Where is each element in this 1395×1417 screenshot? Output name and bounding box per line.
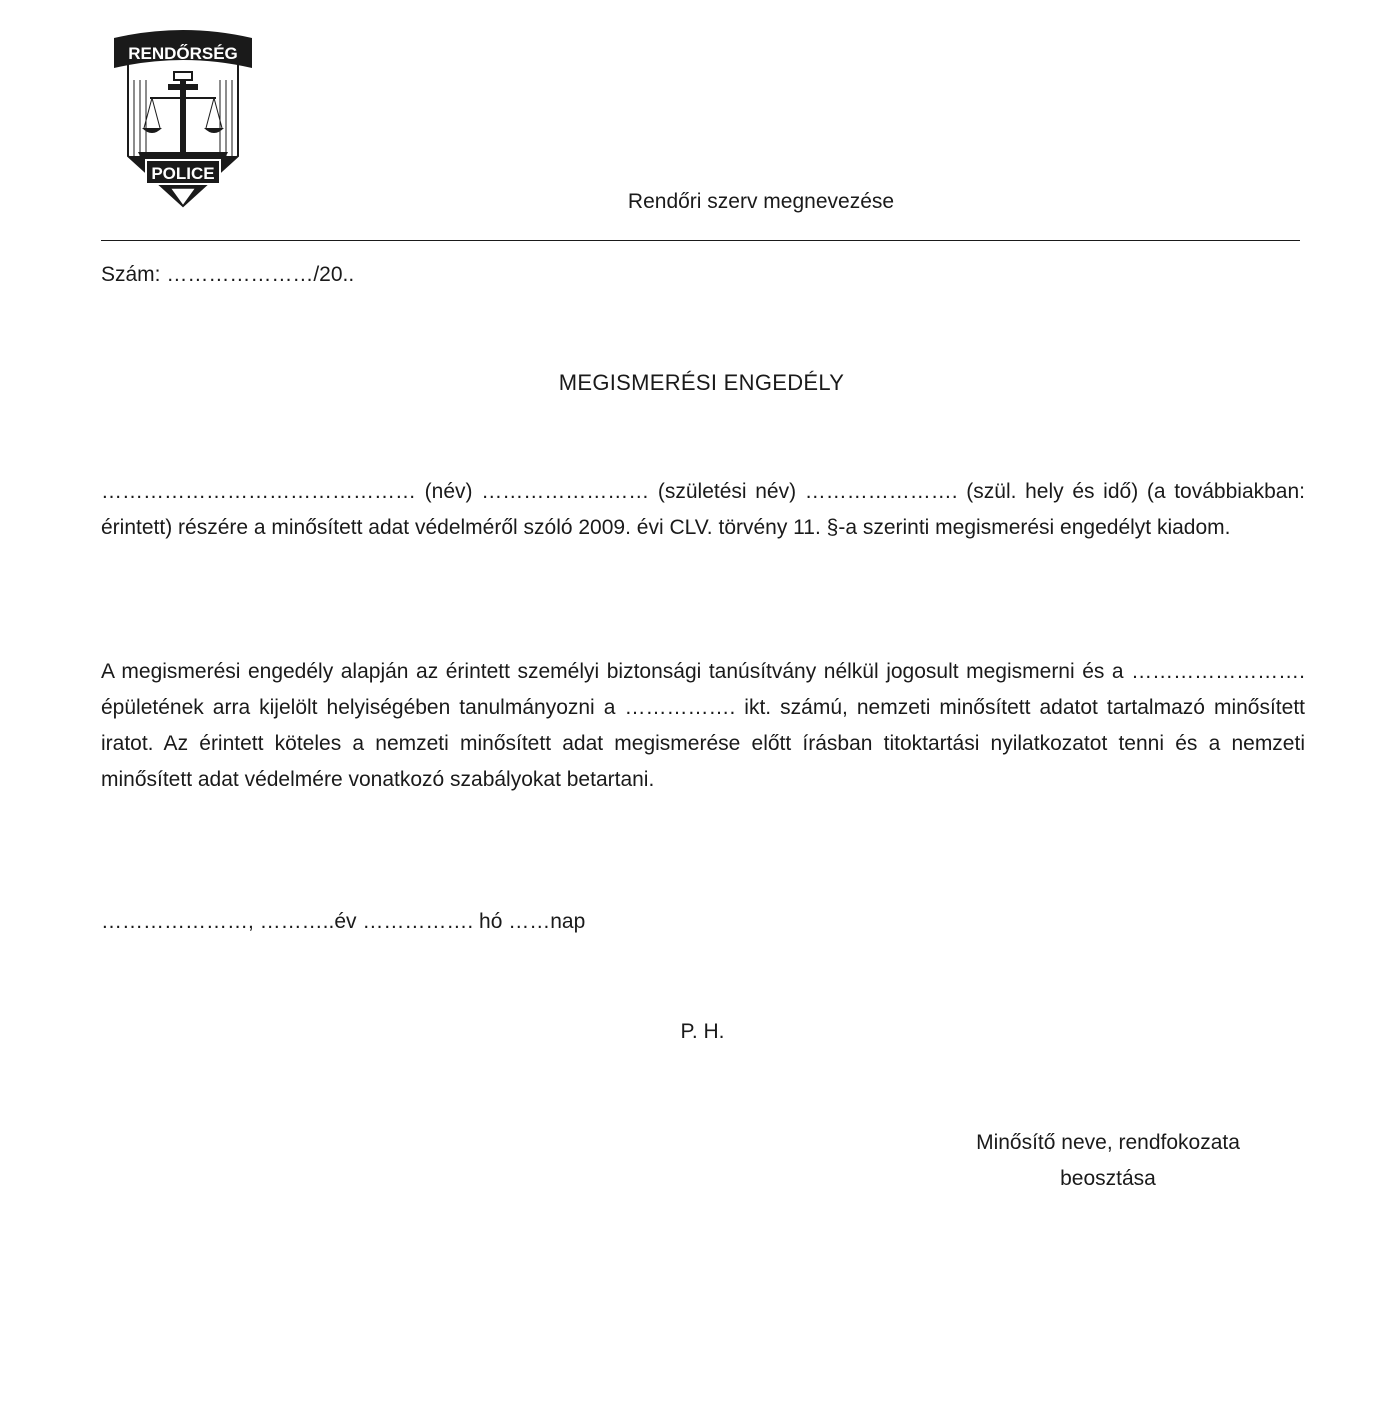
document-title: MEGISMERÉSI ENGEDÉLY	[558, 370, 845, 395]
permit-paragraph-2: A megismerési engedély alapján az érintett személyi biztonsági tanúsítvány nélkül jogosult megismerni és a ……………………. épületének arra kijelölt helyiségében tanulmányozni a ……………. ikt. számú, nemzeti minősített adatot tartalmazó minősített iratot. Az érintett köteles a nemzeti minősített adat megismerése előtt írásban titoktartási nyilatkozatot tenni és a nemzeti minősített adat védelmére vonatkozó szabályokat betartani.	[101, 660, 1305, 791]
stamp-placeholder: P. H.	[680, 1020, 725, 1043]
permit-paragraph-1: ……………………………………… (név) …………………… (születési név) …………………. (szül. hely és idő) (a továbbiakban: érintett) részére a minősített adat védelméről szóló 2009. évi CLV. törvény 11. §-a szerinti megismerési engedélyt kiadom.	[101, 480, 1305, 539]
signer-name-rank: Minősítő neve, rendfokozata	[976, 1131, 1240, 1154]
signature-block	[930, 1125, 1286, 1197]
header-divider	[101, 240, 1300, 241]
signer-position: beosztása	[1060, 1167, 1156, 1190]
organization-name-label: Rendőri szerv megnevezése	[627, 190, 895, 213]
police-badge-logo	[110, 28, 256, 210]
date-line: …………………, ………..év ……………. hó ……nap	[101, 910, 586, 933]
reference-number: Szám: …………………/20..	[101, 263, 355, 286]
logo-top-text: RENDŐRSÉG	[128, 44, 238, 63]
logo-bottom-text: POLICE	[151, 164, 215, 183]
